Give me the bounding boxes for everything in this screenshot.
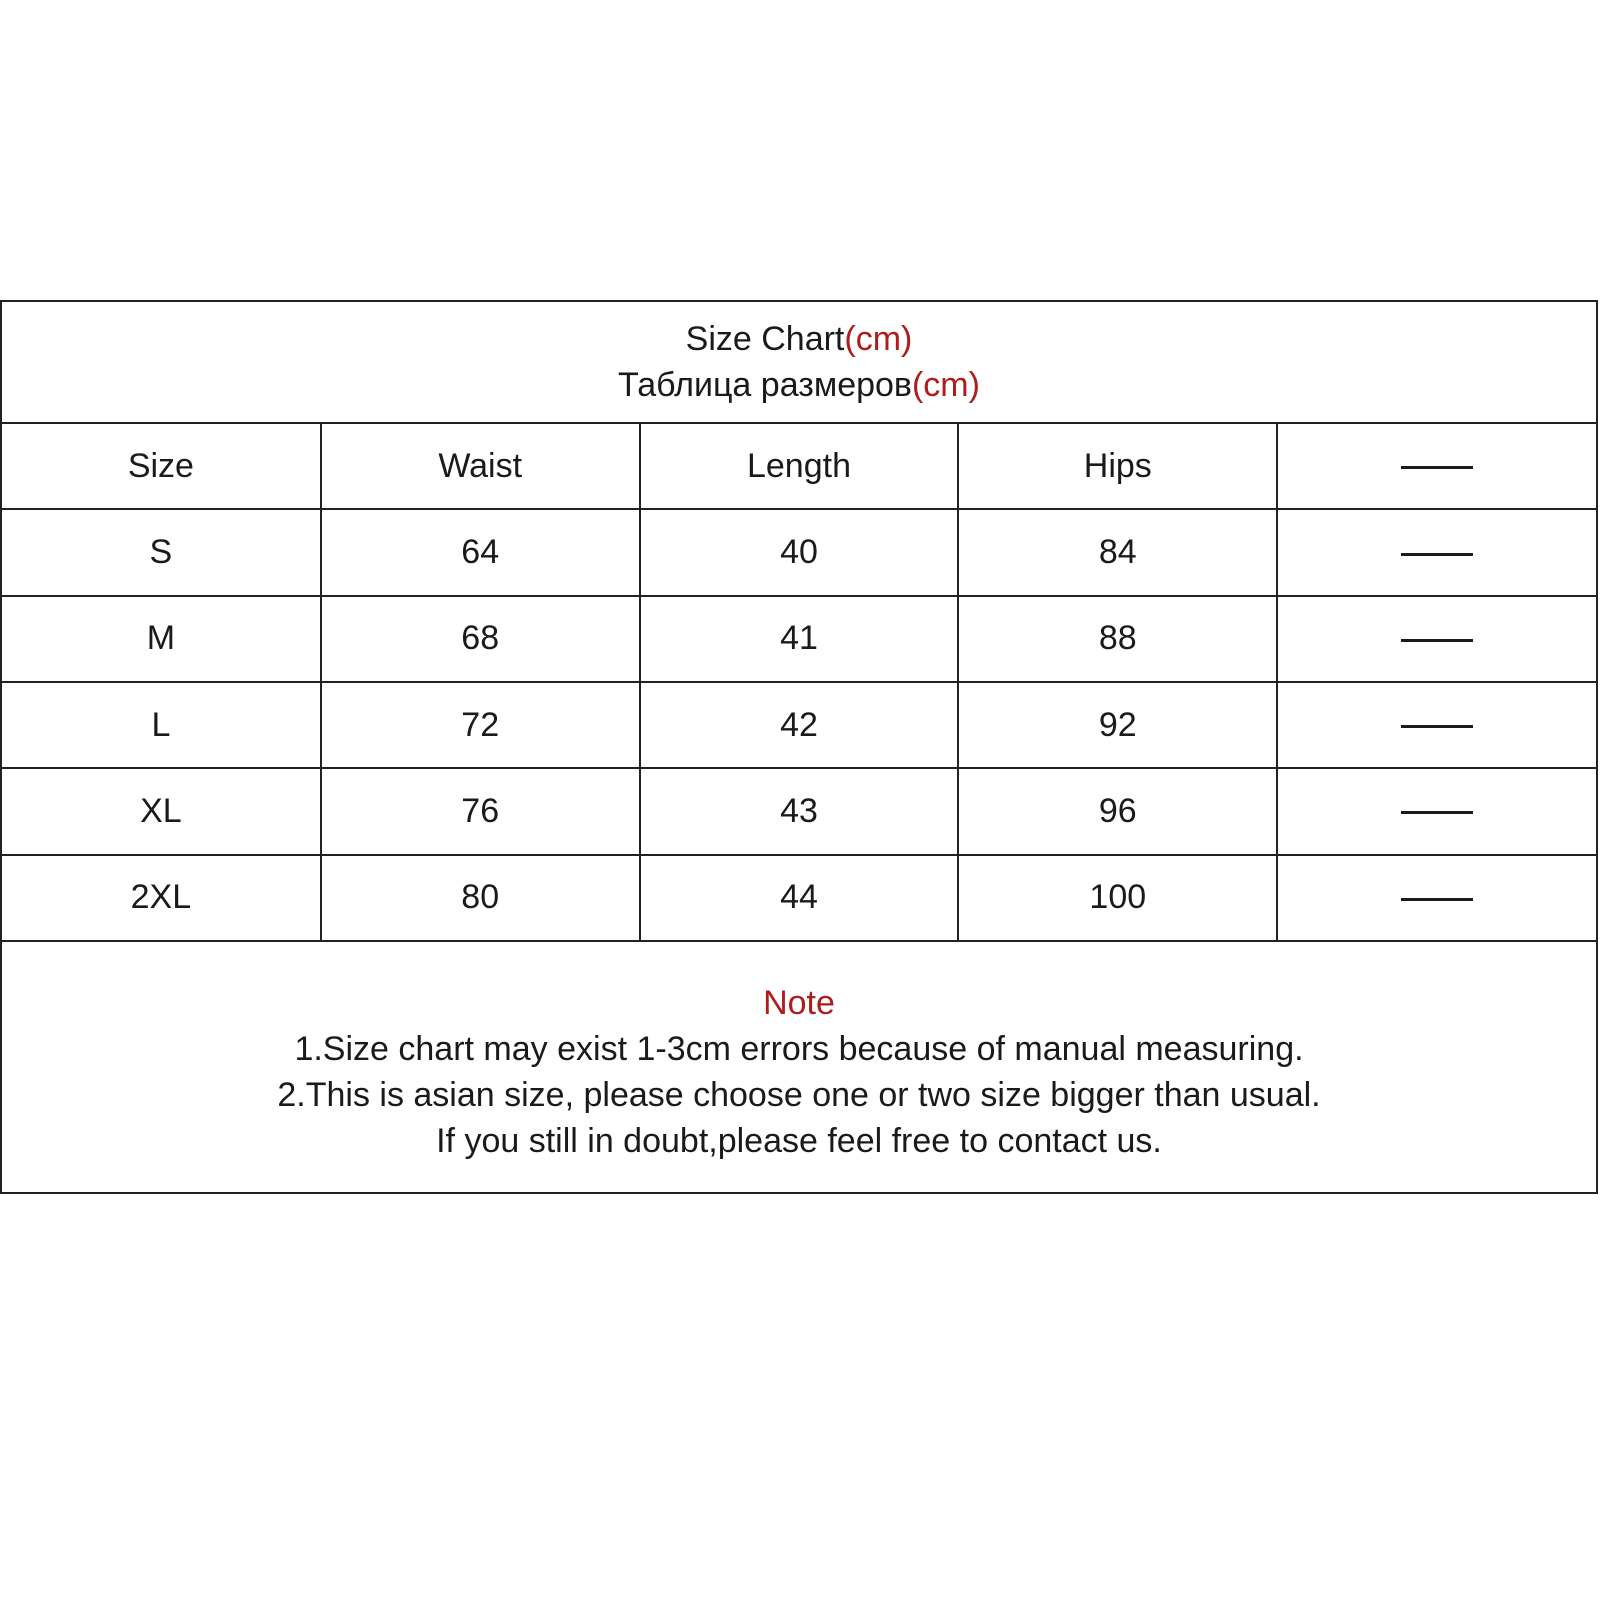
cell-size: M <box>2 596 321 682</box>
note-line-2: 2.This is asian size, please choose one or two size bigger than usual. <box>277 1076 1321 1114</box>
cell-waist: 80 <box>321 855 640 940</box>
title-english-unit: (cm) <box>844 320 913 358</box>
table-row <box>2 682 1596 768</box>
cell-empty <box>1277 509 1596 595</box>
table-row <box>2 596 1596 682</box>
column-header-size: Size <box>2 424 321 509</box>
title-english <box>2 316 1596 362</box>
header-row <box>2 424 1596 509</box>
table-row <box>2 509 1596 595</box>
cell-waist: 68 <box>321 596 640 682</box>
note-line-1: 1.Size chart may exist 1-3cm errors because of manual measuring. <box>294 1030 1304 1068</box>
dash-placeholder <box>1401 639 1473 642</box>
dash-placeholder <box>1401 553 1473 556</box>
title-english-text: Size Chart <box>685 320 845 358</box>
cell-size: 2XL <box>2 855 321 940</box>
cell-waist: 72 <box>321 682 640 768</box>
cell-hips: 88 <box>958 596 1277 682</box>
size-table <box>2 424 1596 940</box>
cell-empty <box>1277 768 1596 854</box>
note-section <box>2 940 1596 1192</box>
dash-placeholder <box>1401 811 1473 814</box>
cell-length: 42 <box>640 682 959 768</box>
dash-placeholder <box>1401 898 1473 901</box>
chart-title <box>2 302 1596 424</box>
note-heading: Note <box>763 984 835 1022</box>
cell-length: 44 <box>640 855 959 940</box>
cell-size: XL <box>2 768 321 854</box>
column-header-hips: Hips <box>958 424 1277 509</box>
cell-hips: 100 <box>958 855 1277 940</box>
cell-empty <box>1277 855 1596 940</box>
cell-empty <box>1277 682 1596 768</box>
table-row <box>2 768 1596 854</box>
cell-empty <box>1277 596 1596 682</box>
cell-waist: 64 <box>321 509 640 595</box>
title-russian <box>2 362 1596 408</box>
cell-length: 41 <box>640 596 959 682</box>
column-header-length: Length <box>640 424 959 509</box>
column-header-empty <box>1277 424 1596 509</box>
table-row <box>2 855 1596 940</box>
column-header-waist: Waist <box>321 424 640 509</box>
cell-size: S <box>2 509 321 595</box>
cell-size: L <box>2 682 321 768</box>
cell-hips: 96 <box>958 768 1277 854</box>
dash-placeholder <box>1401 725 1473 728</box>
cell-waist: 76 <box>321 768 640 854</box>
note-line-3: If you still in doubt,please feel free to contact us. <box>436 1122 1162 1160</box>
title-russian-unit: (cm) <box>911 366 980 404</box>
cell-length: 43 <box>640 768 959 854</box>
cell-hips: 92 <box>958 682 1277 768</box>
title-russian-text: Таблица размеров <box>618 366 912 404</box>
dash-placeholder <box>1401 466 1473 469</box>
cell-hips: 84 <box>958 509 1277 595</box>
cell-length: 40 <box>640 509 959 595</box>
size-chart <box>0 300 1598 1194</box>
